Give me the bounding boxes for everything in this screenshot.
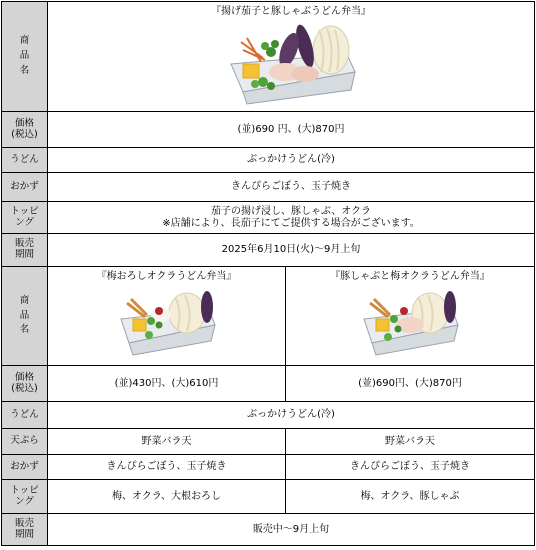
bottom-period: 販売中～9月上旬 <box>48 514 535 546</box>
right-name-cell <box>286 267 535 366</box>
left-price: (並)430円、(大)610円 <box>48 366 286 402</box>
right-topping: 梅、オクラ、豚しゃぶ <box>286 480 535 514</box>
bottom-period-label: 販売 期間 <box>2 514 48 546</box>
bottom-udon-label: うどん <box>2 402 48 429</box>
top-topping-row <box>2 202 535 234</box>
top-period: 2025年6月10日(火)～9月上旬 <box>48 234 535 267</box>
left-side: きんぴらごぼう、玉子焼き <box>48 455 286 480</box>
bottom-side-label: おかず <box>2 455 48 480</box>
left-product-photo <box>115 285 219 357</box>
top-side: きんぴらごぼう、玉子焼き <box>48 173 535 202</box>
left-topping: 梅、オクラ、大根おろし <box>48 480 286 514</box>
top-product-name: 『揚げ茄子と豚しゃぶうどん弁当』 <box>211 6 371 17</box>
bottom-side-row <box>2 455 535 480</box>
left-tempura: 野菜バラ天 <box>48 429 286 455</box>
top-period-row <box>2 234 535 267</box>
bottom-price-label: 価格 (税込) <box>2 366 48 402</box>
top-price: (並)690 円、(大)870円 <box>48 112 535 148</box>
top-side-label: おかず <box>2 173 48 202</box>
top-price-label: 価格 (税込) <box>2 112 48 148</box>
bottom-price-row <box>2 366 535 402</box>
bottom-tempura-label: 天ぷら <box>2 429 48 455</box>
left-product-name: 『梅おろしオクラうどん弁当』 <box>96 271 237 282</box>
right-side: きんぴらごぼう、玉子焼き <box>286 455 535 480</box>
top-udon-row <box>2 148 535 173</box>
top-name-row <box>2 2 535 112</box>
bottom-udon: ぶっかけうどん(冷) <box>48 402 535 429</box>
bottom-tempura-row <box>2 429 535 455</box>
top-name-label: 商 品 名 <box>2 2 48 112</box>
right-price: (並)690円、(大)870円 <box>286 366 535 402</box>
top-period-label: 販売 期間 <box>2 234 48 267</box>
right-product-photo <box>358 285 462 357</box>
bottom-topping-row <box>2 480 535 514</box>
top-product-photo <box>223 20 359 106</box>
top-udon-label: うどん <box>2 148 48 173</box>
top-name-cell <box>48 2 535 112</box>
left-name-cell <box>48 267 286 366</box>
product-table <box>1 1 535 546</box>
top-topping-label: トッピ ング <box>2 202 48 234</box>
bottom-udon-row <box>2 402 535 429</box>
bottom-period-row <box>2 514 535 546</box>
top-udon: ぶっかけうどん(冷) <box>48 148 535 173</box>
bottom-name-row <box>2 267 535 366</box>
top-topping: 茄子の揚げ浸し、豚しゃぶ、オクラ ※店舗により、長茄子にてご提供する場合がございます。 <box>48 202 535 234</box>
top-side-row <box>2 173 535 202</box>
top-price-row <box>2 112 535 148</box>
bottom-topping-label: トッピ ング <box>2 480 48 514</box>
right-product-name: 『豚しゃぶと梅オクラうどん弁当』 <box>330 271 490 282</box>
bottom-name-label: 商 品 名 <box>2 267 48 366</box>
right-tempura: 野菜バラ天 <box>286 429 535 455</box>
